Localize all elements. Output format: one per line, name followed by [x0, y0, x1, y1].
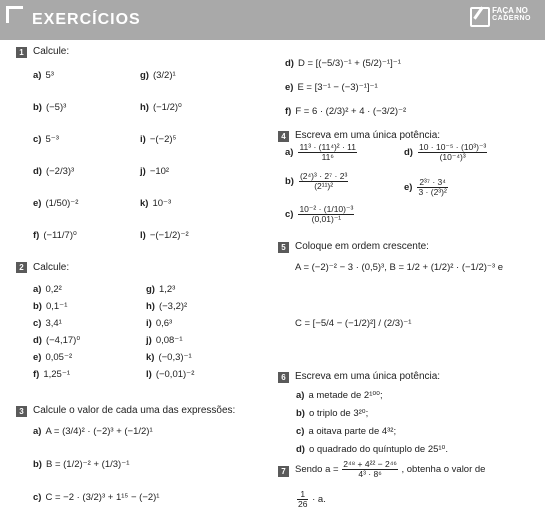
exercise-item: e) (1/50)⁻²: [33, 198, 79, 209]
exercise-item: b) $\frac{\text{(2⁴)³ · 2⁷ · 2³}}{\text{(2¹¹)²}}$: [285, 171, 348, 191]
question-number: 6: [278, 372, 289, 383]
exercise-item: h) (−1/2)⁰: [140, 102, 182, 113]
exercise-item: b) o triplo de 3²⁰;: [296, 408, 369, 419]
exercise-item: d) (−2/3)³: [33, 166, 75, 177]
exercise-item: c) 5⁻³: [33, 134, 59, 145]
fraction: $\frac{\text{2³⁷ · 3⁴}}{\text{3 · (2³)²}}$: [418, 177, 447, 197]
exercise-item: i) 0,6³: [146, 318, 173, 329]
exercise-item: d) D = [(−5/3)⁻¹ + (5/2)⁻¹]⁻¹: [285, 58, 401, 69]
header-bar: [0, 0, 545, 40]
question-prompt: Escreva em uma única potência:: [295, 371, 441, 382]
exercise-item: b) 0,1⁻¹: [33, 301, 68, 312]
question-number: 1: [16, 47, 27, 58]
exercise-item: c) $\frac{\text{10⁻² · (1/10)⁻³}}{\text{(0,01)⁻¹}}$: [285, 204, 354, 224]
exercise-item: f) F = 6 · (2/3)² + 4 · (−3/2)⁻²: [285, 106, 407, 117]
exercise-item: h) (−3,2)²: [146, 301, 188, 312]
question-prompt: Calcule:: [33, 46, 70, 57]
question-prompt: Calcule:: [33, 262, 70, 273]
exercise-item: k) (−0,3)⁻¹: [146, 352, 192, 363]
faca-no-caderno-badge: FAÇA NO CADERNO: [492, 7, 531, 23]
question-number: 2: [16, 262, 27, 273]
question-prompt: Calcule o valor de cada uma das expressões:: [33, 405, 236, 416]
question-number: 5: [278, 242, 289, 253]
exercise-item: i) −(−2)⁵: [140, 134, 177, 145]
exercise-item: d) (−4,17)⁰: [33, 335, 81, 346]
exercise-item: l) (−0,01)⁻²: [146, 369, 195, 380]
exercise-item: a) a metade de 2¹⁰⁰;: [296, 390, 383, 401]
expression-c: C = [−5/4 − (−1/2)²] / (2/3)⁻¹: [295, 318, 412, 329]
exercise-item: d) o quadrado do quíntuplo de 25¹⁰.: [296, 444, 448, 455]
exercise-item: c) a oitava parte de 4³²;: [296, 426, 397, 437]
exercise-item: a) 0,2²: [33, 284, 62, 295]
fraction: $\frac{\text{11³ · (11⁴)² · 11}}{\text{11⁶}}$: [299, 142, 357, 162]
exercise-item: j) 0,08⁻¹: [146, 335, 183, 346]
exercise-7-target: $\frac{1}{26}$ · a.: [298, 489, 326, 509]
exercise-item: b) (−5)³: [33, 102, 67, 113]
question-number: 7: [278, 466, 289, 477]
fraction: $\frac{1}{26}$: [298, 489, 308, 509]
fraction: $\frac{\text{10⁻² · (1/10)⁻³}}{\text{(0,01)⁻¹}}$: [299, 204, 354, 224]
fraction: $\frac{\text{2⁴⁸ + 4²² − 2⁴⁶}}{\text{4³ · 8⁶}}$: [343, 459, 397, 479]
question-prompt: Coloque em ordem crescente:: [295, 241, 429, 252]
expression-a-b: A = (−2)⁻² − 3 · (0,5)³, B = 1/2 + (1/2)² · (−1/2)⁻³ e: [295, 262, 504, 273]
exercise-item: f) (−11/7)⁰: [33, 230, 77, 241]
question-prompt: Escreva em uma única potência:: [295, 130, 441, 141]
exercise-item: g) (3/2)¹: [140, 70, 176, 81]
exercise-item: e) $\frac{\text{2³⁷ · 3⁴}}{\text{3 · (2³)²}}$: [404, 177, 447, 197]
exercise-item: c) C = −2 · (3/2)³ + 1¹⁵ − (−2)¹: [33, 492, 160, 503]
exercise-item: b) B = (1/2)⁻² + (1/3)⁻¹: [33, 459, 130, 470]
exercise-item: a) A = (3/4)² · (−2)³ + (−1/2)¹: [33, 426, 153, 437]
exercise-item: a) 5³: [33, 70, 54, 81]
page-title: EXERCÍCIOS: [32, 11, 141, 28]
exercise-item: e) E = [3⁻¹ − (−3)⁻¹]⁻¹: [285, 82, 378, 93]
exercise-item: c) 3,4¹: [33, 318, 62, 329]
exercise-item: e) 0,05⁻²: [33, 352, 73, 363]
exercise-item: l) −(−1/2)⁻²: [140, 230, 189, 241]
exercise-item: d) $\frac{\text{10 · 10⁻⁵ · (10³)⁻³}}{\text{(10⁻⁴)³}}$: [404, 142, 487, 162]
exercise-item: a) $\frac{\text{11³ · (11⁴)² · 11}}{\text{11⁶}}$: [285, 142, 357, 162]
exercise-7-statement: Sendo a = $\frac{\text{2⁴⁸ + 4²² − 2⁴⁶}}{\text{4³ · 8⁶}}$ , obtenha o valor de: [295, 459, 486, 479]
fraction: $\frac{\text{10 · 10⁻⁵ · (10³)⁻³}}{\text{(10⁻⁴)³}}$: [418, 142, 487, 162]
exercise-item: g) 1,2³: [146, 284, 176, 295]
pencil-notebook-icon: [470, 7, 490, 27]
exercise-item: f) 1,25⁻¹: [33, 369, 70, 380]
question-number: 3: [16, 406, 27, 417]
fraction: $\frac{\text{(2⁴)³ · 2⁷ · 2³}}{\text{(2¹¹)²}}$: [299, 171, 348, 191]
exercise-item: k) 10⁻³: [140, 198, 172, 209]
question-number: 4: [278, 131, 289, 142]
corner-mark-icon: [6, 6, 23, 23]
exercise-item: j) −10²: [140, 166, 170, 177]
